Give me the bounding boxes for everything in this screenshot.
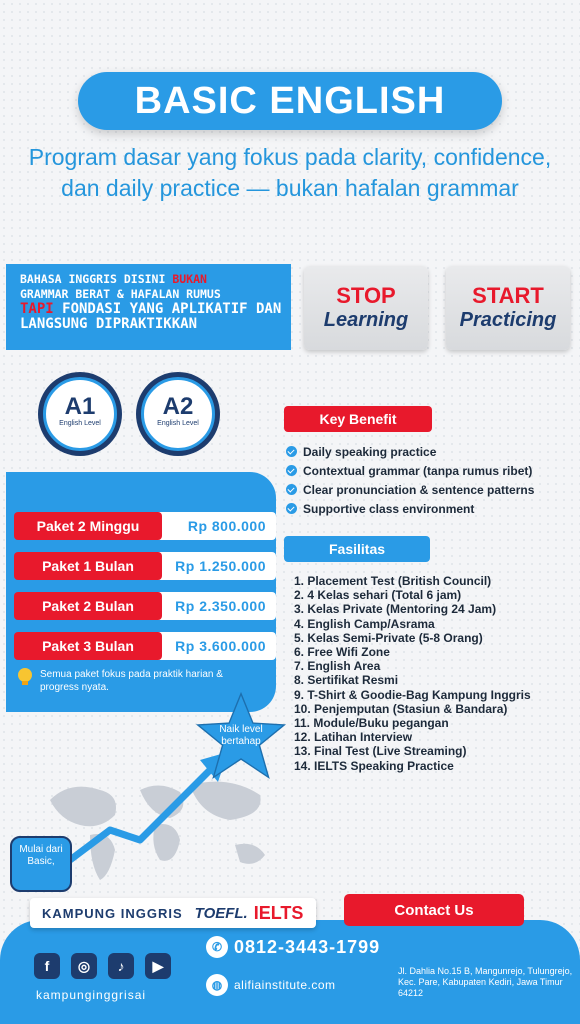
instagram-icon[interactable]: ◎ [71, 953, 97, 979]
banner-highlight-bukan: BUKAN [172, 272, 207, 286]
fasilitas-item: 11. Module/Buku pegangan [294, 716, 449, 731]
banner-highlight-tapi: TAPI [20, 301, 54, 317]
page-title: BASIC ENGLISH [134, 79, 446, 122]
level-sub: English Level [157, 420, 199, 427]
fasilitas-item: 3. Kelas Private (Mentoring 24 Jam) [294, 602, 497, 617]
check-icon [286, 465, 297, 476]
address: Jl. Dahlia No.15 B, Mangunrejo, Tulungrejo, Kec. Pare, Kabupaten Kediri, Jawa Timur 64212 [398, 966, 573, 998]
fasilitas-item: 8. Sertifikat Resmi [294, 673, 399, 688]
fasilitas-item: 1. Placement Test (British Council) [294, 574, 492, 588]
benefit-item [286, 442, 576, 461]
package-price: Rp 2.350.000 [152, 592, 276, 620]
start-label: START [472, 283, 544, 308]
package-name: Paket 3 Bulan [14, 632, 162, 660]
website-row[interactable] [206, 974, 336, 996]
whatsapp-icon: ✆ [206, 936, 228, 958]
globe-icon: ◍ [206, 974, 228, 996]
fasilitas-item: 13. Final Test (Live Streaming) [294, 744, 467, 759]
ielts-logo: IELTS [253, 902, 304, 923]
youtube-icon[interactable]: ▶ [145, 953, 171, 979]
benefit-list [286, 442, 576, 518]
fasilitas-item: 14. IELTS Speaking Practice [294, 758, 454, 773]
level-code: A2 [162, 393, 194, 420]
fasilitas-item: 12. Latihan Interview [294, 730, 413, 745]
package-name: Paket 1 Bulan [14, 552, 162, 580]
practicing-label: Practicing [459, 309, 557, 331]
contact-us-button[interactable]: Contact Us [344, 894, 524, 926]
fasilitas-item: 10. Penjemputan (Stasiun & Bandara) [294, 701, 508, 716]
package-row[interactable] [14, 632, 264, 660]
benefit-text: Supportive class environment [303, 501, 475, 516]
social-icons [34, 953, 171, 979]
banner-line3: FONDASI YANG APLIKATIF DAN [53, 301, 282, 317]
fasilitas-item: 7. English Area [294, 659, 381, 674]
website-link: alifiainstitute.com [234, 978, 336, 992]
banner-line1: BAHASA INGGRIS DISINI [20, 272, 173, 286]
benefit-item [286, 480, 576, 499]
level-badge-a1 [38, 372, 122, 456]
benefit-text: Daily speaking practice [303, 444, 437, 459]
package-row[interactable] [14, 512, 264, 540]
level-sub: English Level [59, 420, 101, 427]
phone-row[interactable] [206, 936, 380, 958]
start-basic-box: Mulai dari Basic, [10, 836, 72, 892]
promo-banner [6, 264, 291, 350]
subtitle: Program dasar yang fokus pada clarity, confidence, dan daily practice — bukan hafalan grammar [28, 144, 552, 201]
fasilitas-item: 4. English Camp/Asrama [294, 616, 435, 631]
fasilitas-list [294, 574, 574, 773]
social-handle[interactable]: kampunginggrisai [36, 988, 147, 1002]
facebook-icon[interactable]: f [34, 953, 60, 979]
level-code: A1 [64, 393, 96, 420]
tiktok-icon[interactable]: ♪ [108, 953, 134, 979]
benefit-text: Contextual grammar (tanpa rumus ribet) [303, 463, 533, 478]
check-icon [286, 446, 297, 457]
phone-number: 0812-3443-1799 [234, 936, 381, 957]
kampung-inggris-logo: KAMPUNG INGGRIS [42, 905, 183, 921]
key-benefit-heading: Key Benefit [284, 406, 432, 432]
package-price: Rp 3.600.000 [152, 632, 276, 660]
partner-logos [30, 898, 316, 928]
start-practicing-card [446, 266, 570, 350]
fasilitas-item: 5. Kelas Semi-Private (5-8 Orang) [294, 630, 483, 645]
check-icon [286, 503, 297, 514]
level-badge-a2 [136, 372, 220, 456]
stop-label: STOP [336, 283, 396, 308]
banner-line4: LANGSUNG DIPRAKTIKKAN [20, 316, 198, 332]
package-name: Paket 2 Minggu [14, 512, 162, 540]
benefit-item [286, 461, 576, 480]
title-banner [78, 72, 502, 130]
fasilitas-item: 9. T-Shirt & Goodie-Bag Kampung Inggris [294, 687, 531, 702]
package-row[interactable] [14, 592, 264, 620]
fasilitas-item: 2. 4 Kelas sehari (Total 6 jam) [294, 588, 462, 603]
package-row[interactable] [14, 552, 264, 580]
fasilitas-item: 6. Free Wifi Zone [294, 645, 390, 660]
check-icon [286, 484, 297, 495]
fasilitas-heading: Fasilitas [284, 536, 430, 562]
package-name: Paket 2 Bulan [14, 592, 162, 620]
toefl-logo: TOEFL. [194, 904, 248, 922]
learning-label: Learning [323, 309, 409, 331]
benefit-item [286, 499, 576, 518]
bulb-icon [18, 668, 32, 682]
benefit-text: Clear pronunciation & sentence patterns [303, 482, 535, 497]
package-price: Rp 1.250.000 [152, 552, 276, 580]
banner-line2: GRAMMAR BERAT & HAFALAN RUMUS [20, 287, 221, 301]
stop-learning-card [304, 266, 428, 350]
package-note-text: Semua paket fokus pada praktik harian & progress nyata. [40, 669, 223, 693]
star-label: Naik level bertahap [219, 724, 263, 747]
package-price: Rp 800.000 [152, 512, 276, 540]
